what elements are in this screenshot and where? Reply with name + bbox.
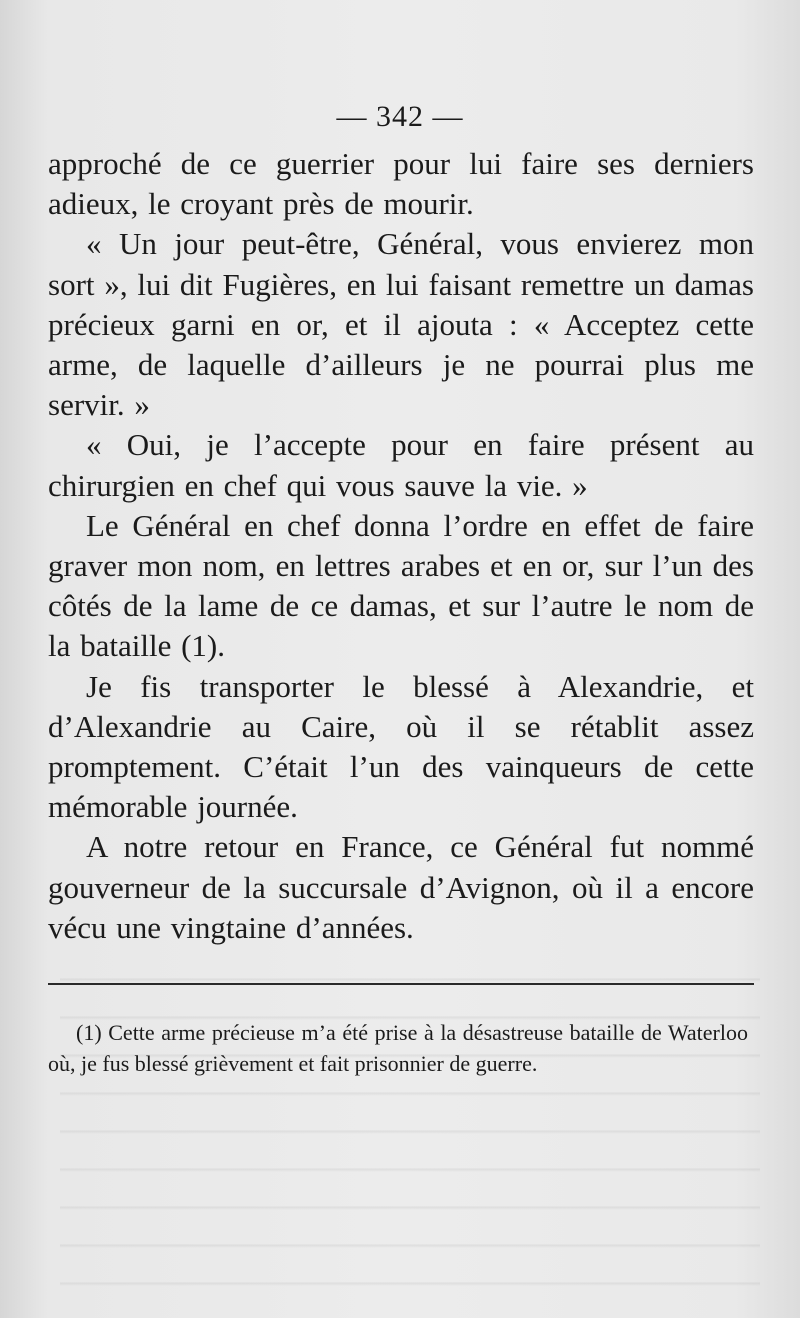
paragraph-transport: Je fis transporter le blessé à Alexandrie, et d’Alexandrie au Caire, où il se rétablit assez promptement. C’était l’un des vainqueurs de cette mémorable journée. — [48, 668, 754, 825]
paragraph-return-france: A notre retour en France, ce Général fut nommé gouverneur de la succursale d’Avignon, où il a encore vécu une vingtaine d’années. — [48, 829, 754, 945]
paragraph-engraving-order: Le Général en chef donna l’ordre en effet de faire graver mon nom, en lettres arabes et en or, sur l’un des côtés de la lame de ce damas, et sur l’autre le nom de la bataille (1). — [48, 507, 754, 664]
show-through-texture — [60, 950, 760, 1310]
paragraph-general-reply: « Oui, je l’accepte pour en faire présent au chirurgien en chef qui vous sauve la vie. » — [48, 427, 754, 503]
footnote-divider — [48, 983, 754, 985]
page-number: — 342 — — [336, 100, 464, 133]
paragraph-continued: approché de ce guerrier pour lui faire ses derniers adieux, le croyant près de mourir. — [48, 146, 754, 222]
paragraph-fugieres-quote: « Un jour peut-être, Général, vous envierez mon sort », lui dit Fugières, en lui faisant remettre un damas précieux garni en or, et il ajouta : « Acceptez cette arme, de laquelle d’ailleurs je ne pourrai plus me servir. » — [48, 226, 754, 423]
body-text — [48, 144, 754, 948]
footnote: (1) Cette arme précieuse m’a été prise à la désastreuse bataille de Waterloo où, je fus blessé grièvement et fait prisonnier de guerre. — [48, 1020, 748, 1076]
